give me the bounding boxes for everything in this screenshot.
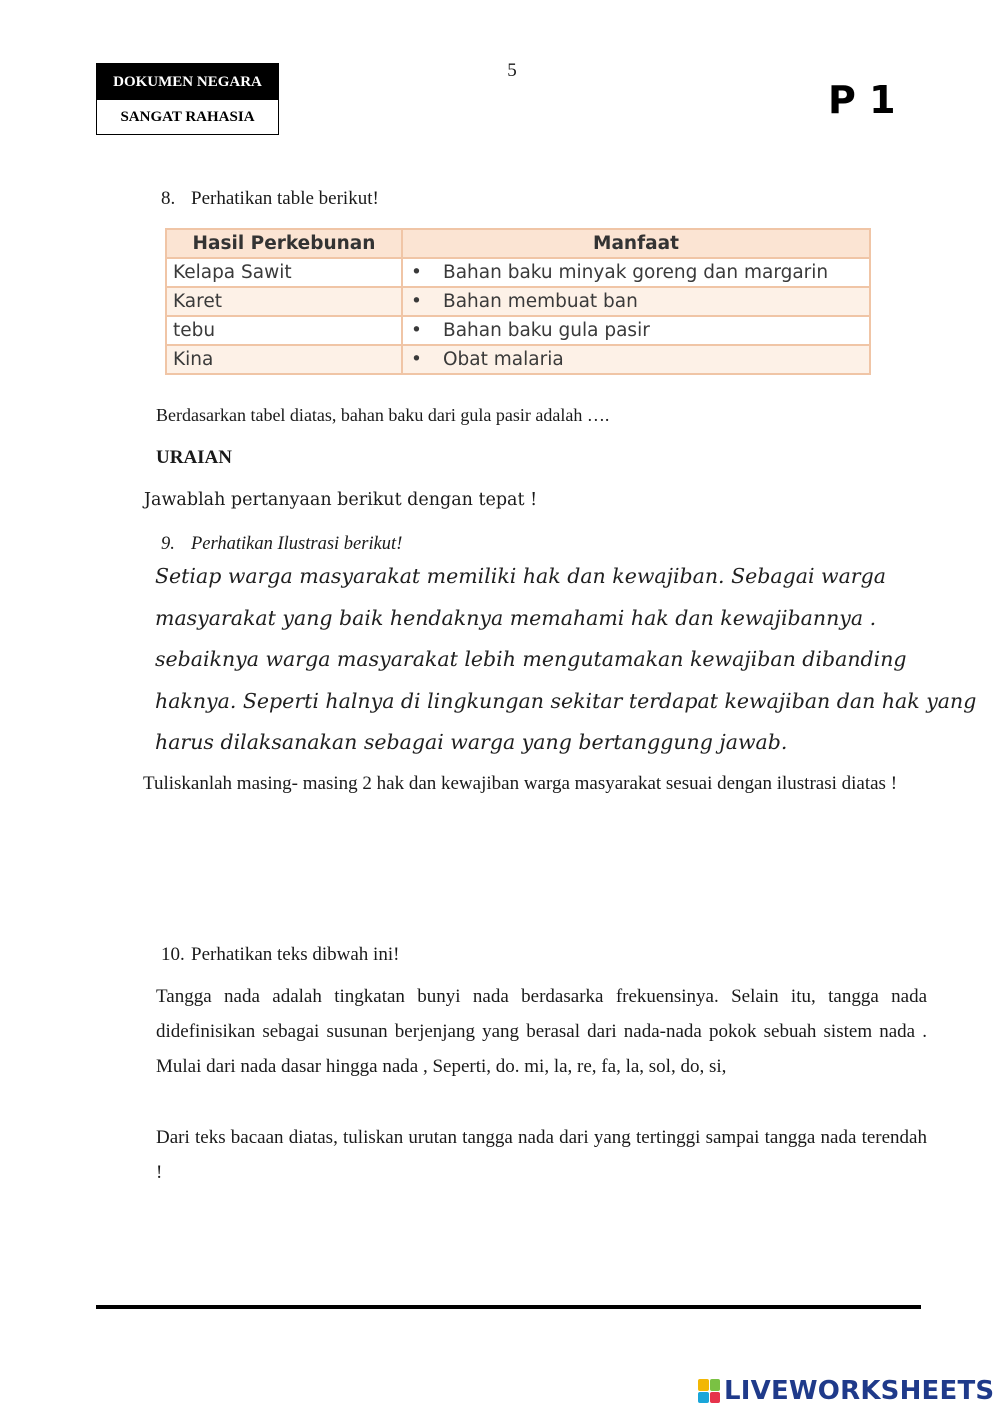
- question-text: Perhatikan Ilustrasi berikut!: [191, 534, 403, 554]
- question-9-task: Tuliskanlah masing- masing 2 hak dan kewajiban warga masyarakat sesuai dengan ilustrasi diatas !: [143, 773, 898, 794]
- crop-cell: Kelapa Sawit: [166, 258, 402, 287]
- question-number: 8.: [161, 188, 176, 209]
- illustration-line: Setiap warga masyarakat memiliki hak dan kewajiban. Sebagai warga: [155, 564, 886, 588]
- crop-cell: tebu: [166, 316, 402, 345]
- question-8-prompt: [161, 188, 379, 210]
- table-header-row: [166, 229, 870, 258]
- illustration-line: harus dilaksanakan sebagai warga yang bertanggung jawab.: [155, 730, 788, 754]
- benefit-text: Obat malaria: [443, 349, 564, 370]
- section-instruction: Jawablah pertanyaan berikut dengan tepat !: [144, 490, 538, 510]
- benefit-cell: [402, 258, 870, 287]
- illustration-line: haknya. Seperti halnya di lingkungan sekitar terdapat kewajiban dan hak yang: [155, 688, 977, 713]
- plantation-table: [165, 228, 871, 375]
- question-10-passage: Tangga nada adalah tingkatan bunyi nada berdasarka frekuensinya. Selain itu, tangga nada didefinisikan sebagai susunan berjenjang yang berasal dari nada-nada pokok sebuah sistem nada . Mulai dari nada dasar hingga nada , Seperti, do. mi, la, re, fa, la, sol, do, si,: [156, 986, 927, 1078]
- benefit-cell: [402, 345, 870, 374]
- liveworksheets-logo-icon: [698, 1379, 720, 1403]
- footer-divider: [96, 1305, 921, 1309]
- crop-cell: Kina: [166, 345, 402, 374]
- logo-square: [710, 1392, 721, 1404]
- table-row: [166, 287, 870, 316]
- question-text: Perhatikan teks dibwah ini!: [191, 944, 400, 965]
- illustration-text: [155, 556, 977, 764]
- question-10-prompt: [161, 944, 399, 966]
- paper-code: P 1: [828, 78, 896, 122]
- bullet-icon: •: [411, 349, 422, 370]
- question-8-ask: Berdasarkan tabel diatas, bahan baku dari gula pasir adalah ….: [156, 405, 610, 425]
- benefit-text: Bahan membuat ban: [443, 291, 638, 312]
- logo-square: [710, 1379, 721, 1391]
- classification-stamp: [96, 63, 279, 135]
- crop-cell: Karet: [166, 287, 402, 316]
- question-number: 9.: [161, 534, 175, 554]
- table-row: [166, 316, 870, 345]
- page-number: 5: [507, 60, 517, 81]
- column-header-crop: Hasil Perkebunan: [166, 229, 402, 258]
- bullet-icon: •: [411, 291, 422, 312]
- section-title: URAIAN: [156, 447, 232, 468]
- illustration-line: sebaiknya warga masyarakat lebih mengutamakan kewajiban dibanding: [155, 647, 907, 671]
- stamp-bottom-label: SANGAT RAHASIA: [120, 109, 255, 125]
- column-header-benefit: Manfaat: [402, 229, 870, 258]
- table-row: [166, 258, 870, 287]
- logo-square: [698, 1379, 709, 1391]
- liveworksheets-logo: [698, 1376, 994, 1406]
- question-10-task: Dari teks bacaan diatas, tuliskan urutan tangga nada dari yang tertinggi sampai tangga nada terendah !: [156, 1127, 927, 1184]
- stamp-top-label: DOKUMEN NEGARA: [97, 64, 278, 100]
- table-row: [166, 345, 870, 374]
- question-number: 10.: [161, 944, 185, 965]
- question-9-prompt: [161, 534, 402, 555]
- question-text: Perhatikan table berikut!: [191, 188, 379, 209]
- brand-name: LIVEWORKSHEETS: [724, 1376, 995, 1406]
- benefit-cell: [402, 287, 870, 316]
- benefit-cell: [402, 316, 870, 345]
- bullet-icon: •: [411, 262, 422, 283]
- logo-square: [698, 1392, 709, 1404]
- benefit-text: Bahan baku minyak goreng dan margarin: [443, 262, 829, 283]
- illustration-line: masyarakat yang baik hendaknya memahami hak dan kewajibannya .: [155, 605, 877, 630]
- benefit-text: Bahan baku gula pasir: [443, 320, 650, 341]
- bullet-icon: •: [411, 320, 422, 341]
